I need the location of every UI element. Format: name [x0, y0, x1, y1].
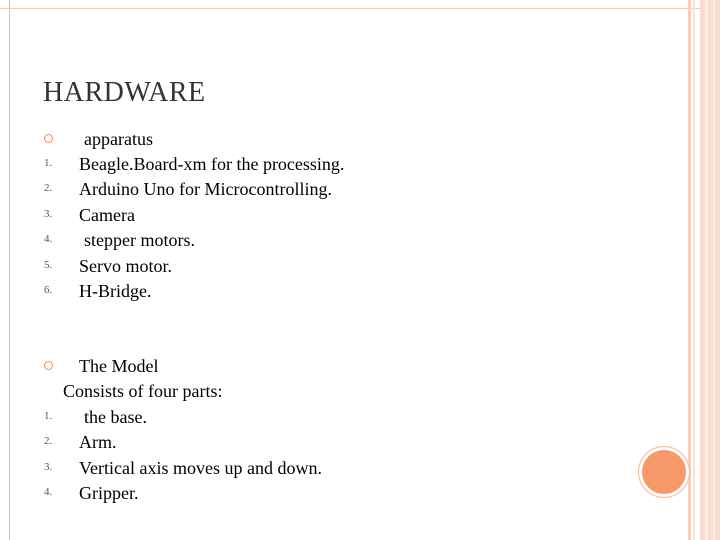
frame-top-border — [0, 8, 720, 9]
list-number: 3. — [44, 461, 53, 473]
bullet-circle-icon — [44, 134, 53, 143]
list-number: 2. — [44, 182, 53, 194]
list-item: Vertical axis moves up and down. — [79, 458, 322, 478]
list-number: 1. — [44, 410, 53, 422]
list-number: 5. — [44, 259, 53, 271]
list-item: the base. — [84, 407, 147, 427]
list-item: Arduino Uno for Microcontrolling. — [79, 179, 332, 199]
section-heading-apparatus: apparatus — [84, 129, 153, 149]
list-number: 2. — [44, 435, 53, 447]
frame-stripe — [705, 0, 708, 540]
frame-stripe — [700, 0, 720, 540]
list-item: Arm. — [79, 432, 117, 452]
frame-stripe — [713, 0, 715, 540]
list-item: H-Bridge. — [79, 281, 152, 301]
decorative-circle — [642, 450, 686, 494]
list-item: Camera — [79, 205, 135, 225]
slide-title: HARDWARE — [43, 77, 206, 108]
frame-stripe — [688, 0, 691, 540]
section-subheading: Consists of four parts: — [63, 381, 223, 401]
list-item: Beagle.Board-xm for the processing. — [79, 154, 345, 174]
list-number: 6. — [44, 284, 53, 296]
list-number: 1. — [44, 157, 53, 169]
frame-stripe — [693, 0, 695, 540]
bullet-circle-icon — [44, 361, 53, 370]
list-number: 4. — [44, 486, 53, 498]
list-item: stepper motors. — [84, 230, 195, 250]
list-number: 4. — [44, 233, 53, 245]
list-item: Servo motor. — [79, 256, 172, 276]
list-number: 3. — [44, 208, 53, 220]
list-item: Gripper. — [79, 483, 139, 503]
frame-left-border — [9, 0, 10, 540]
section-heading-model: The Model — [79, 356, 159, 376]
